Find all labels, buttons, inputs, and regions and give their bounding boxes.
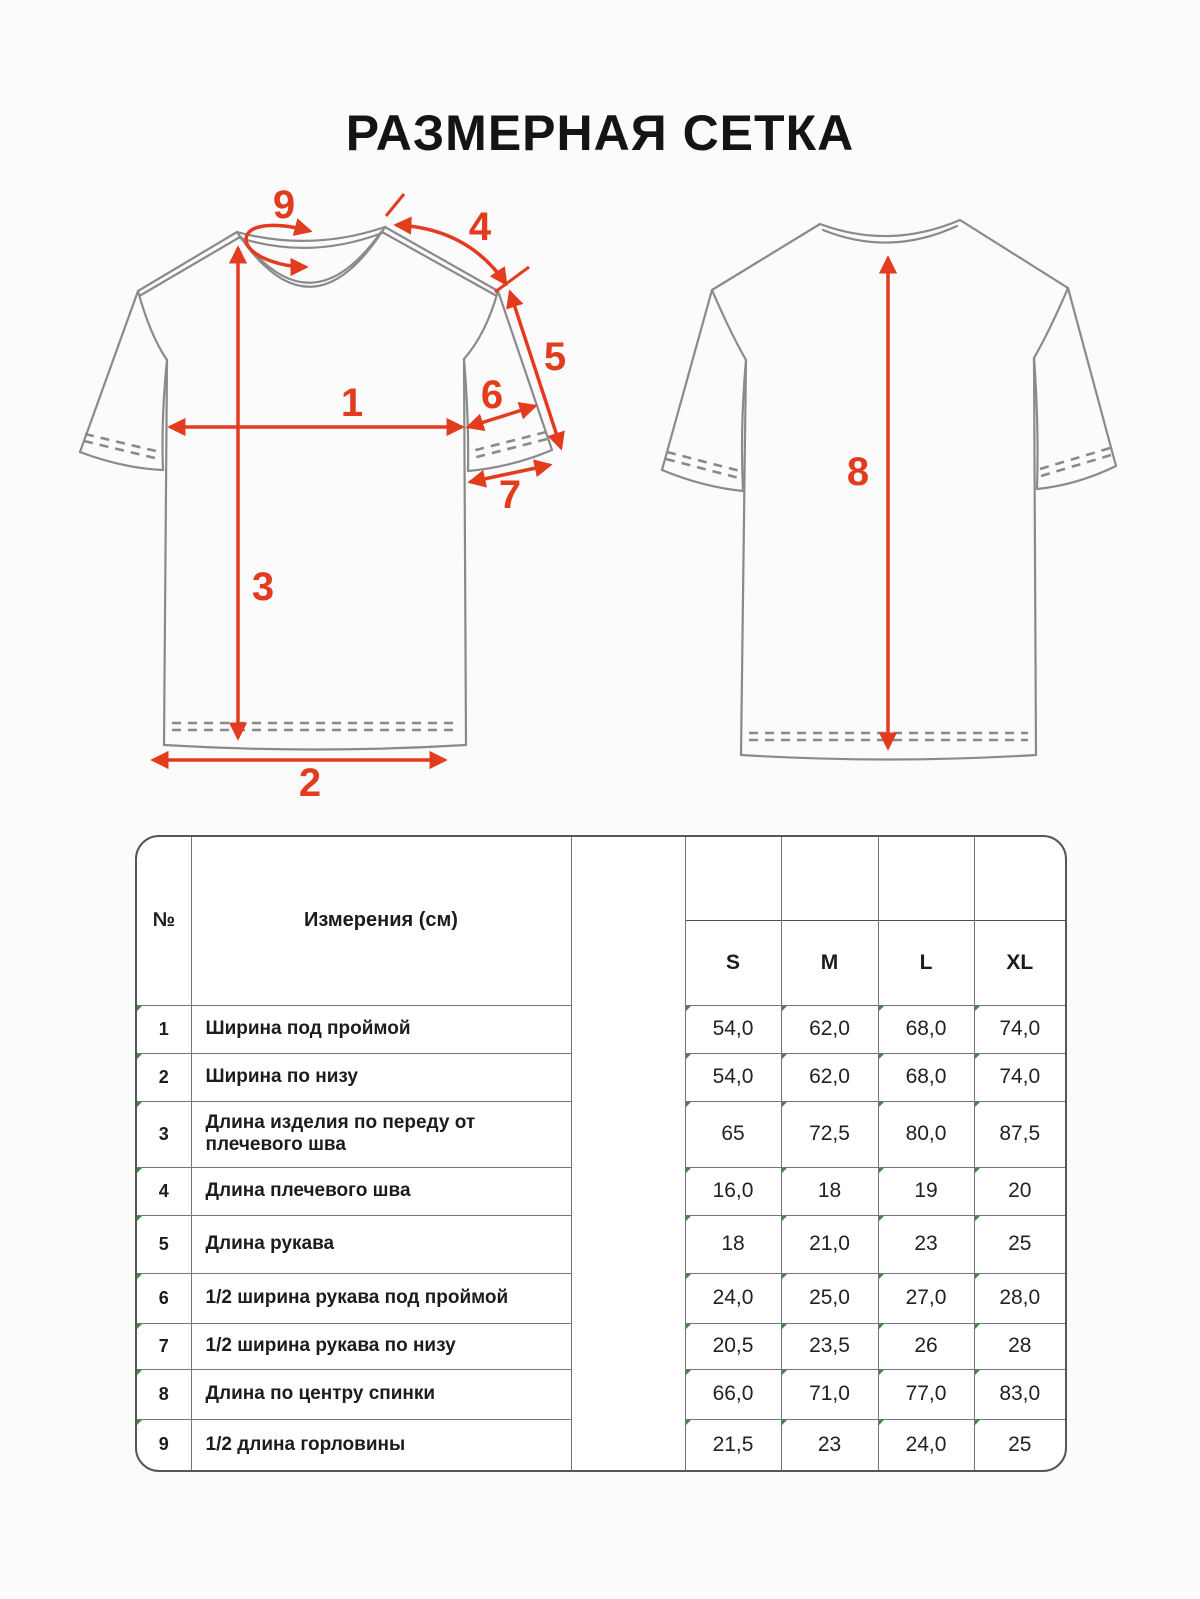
marker-9: 9 bbox=[272, 183, 296, 227]
value-s: 54,0 bbox=[685, 1005, 781, 1053]
marker-3: 3 bbox=[251, 565, 275, 609]
row-number: 2 bbox=[137, 1053, 191, 1101]
row-label: 1/2 длина горловины bbox=[191, 1419, 571, 1470]
header-empty-cell bbox=[974, 837, 1065, 920]
row-label: Ширина по низу bbox=[191, 1053, 571, 1101]
value-l: 80,0 bbox=[878, 1101, 974, 1167]
value-xl: 74,0 bbox=[974, 1053, 1065, 1101]
row-number: 8 bbox=[137, 1369, 191, 1419]
header-empty-cell bbox=[781, 837, 878, 920]
marker-8: 8 bbox=[846, 450, 870, 494]
value-s: 16,0 bbox=[685, 1167, 781, 1215]
marker-5: 5 bbox=[543, 335, 567, 379]
header-size-s: S bbox=[685, 920, 781, 1005]
value-m: 71,0 bbox=[781, 1369, 878, 1419]
value-l: 68,0 bbox=[878, 1005, 974, 1053]
back-marker-labels bbox=[847, 450, 869, 494]
marker-4: 4 bbox=[468, 205, 492, 249]
value-l: 77,0 bbox=[878, 1369, 974, 1419]
row-number: 3 bbox=[137, 1101, 191, 1167]
row-number: 5 bbox=[137, 1215, 191, 1273]
row-label: Длина плечевого шва bbox=[191, 1167, 571, 1215]
header-size-xl: XL bbox=[974, 920, 1065, 1005]
page-title: РАЗМЕРНАЯ СЕТКА bbox=[345, 105, 855, 161]
row-label: 1/2 ширина рукава по низу bbox=[191, 1323, 571, 1369]
tshirt-measurement-diagram bbox=[0, 170, 1200, 830]
value-xl: 83,0 bbox=[974, 1369, 1065, 1419]
value-l: 23 bbox=[878, 1215, 974, 1273]
marker-7: 7 bbox=[498, 473, 522, 517]
value-xl: 20 bbox=[974, 1167, 1065, 1215]
value-s: 54,0 bbox=[685, 1053, 781, 1101]
header-empty-cell bbox=[878, 837, 974, 920]
header-empty-cell bbox=[685, 837, 781, 920]
header-measure-col: Измерения (см) bbox=[304, 909, 458, 932]
header-size-m: M bbox=[781, 920, 878, 1005]
row-number: 7 bbox=[137, 1323, 191, 1369]
value-s: 66,0 bbox=[685, 1369, 781, 1419]
value-s: 20,5 bbox=[685, 1323, 781, 1369]
value-m: 25,0 bbox=[781, 1273, 878, 1323]
value-xl: 28 bbox=[974, 1323, 1065, 1369]
value-s: 21,5 bbox=[685, 1419, 781, 1470]
value-l: 68,0 bbox=[878, 1053, 974, 1101]
marker-1: 1 bbox=[340, 381, 364, 425]
value-s: 18 bbox=[685, 1215, 781, 1273]
row-number: 1 bbox=[137, 1005, 191, 1053]
row-number: 6 bbox=[137, 1273, 191, 1323]
header-number-col: № bbox=[137, 837, 191, 1005]
value-l: 19 bbox=[878, 1167, 974, 1215]
row-number: 9 bbox=[137, 1419, 191, 1470]
value-xl: 25 bbox=[974, 1215, 1065, 1273]
row-number: 4 bbox=[137, 1167, 191, 1215]
front-shirt-outline bbox=[80, 227, 552, 750]
value-m: 62,0 bbox=[781, 1053, 878, 1101]
row-label: Ширина под проймой bbox=[191, 1005, 571, 1053]
marker-2: 2 bbox=[298, 761, 322, 805]
value-xl: 74,0 bbox=[974, 1005, 1065, 1053]
value-m: 23,5 bbox=[781, 1323, 878, 1369]
size-table bbox=[135, 835, 1067, 1472]
value-l: 26 bbox=[878, 1323, 974, 1369]
value-l: 27,0 bbox=[878, 1273, 974, 1323]
row-label: Длина рукава bbox=[191, 1215, 571, 1273]
header-size-l: L bbox=[878, 920, 974, 1005]
row-label: Длина по центру спинки bbox=[191, 1369, 571, 1419]
marker-6: 6 bbox=[480, 373, 504, 417]
row-label: Длина изделия по переду от плечевого шва bbox=[191, 1101, 571, 1167]
value-m: 72,5 bbox=[781, 1101, 878, 1167]
front-marker-labels bbox=[252, 183, 566, 805]
value-l: 24,0 bbox=[878, 1419, 974, 1470]
row-label: 1/2 ширина рукава под проймой bbox=[191, 1273, 571, 1323]
value-m: 21,0 bbox=[781, 1215, 878, 1273]
value-s: 24,0 bbox=[685, 1273, 781, 1323]
value-m: 18 bbox=[781, 1167, 878, 1215]
value-xl: 25 bbox=[974, 1419, 1065, 1470]
value-m: 62,0 bbox=[781, 1005, 878, 1053]
table-gap-column bbox=[571, 837, 685, 1470]
value-xl: 28,0 bbox=[974, 1273, 1065, 1323]
value-xl: 87,5 bbox=[974, 1101, 1065, 1167]
value-s: 65 bbox=[685, 1101, 781, 1167]
value-m: 23 bbox=[781, 1419, 878, 1470]
